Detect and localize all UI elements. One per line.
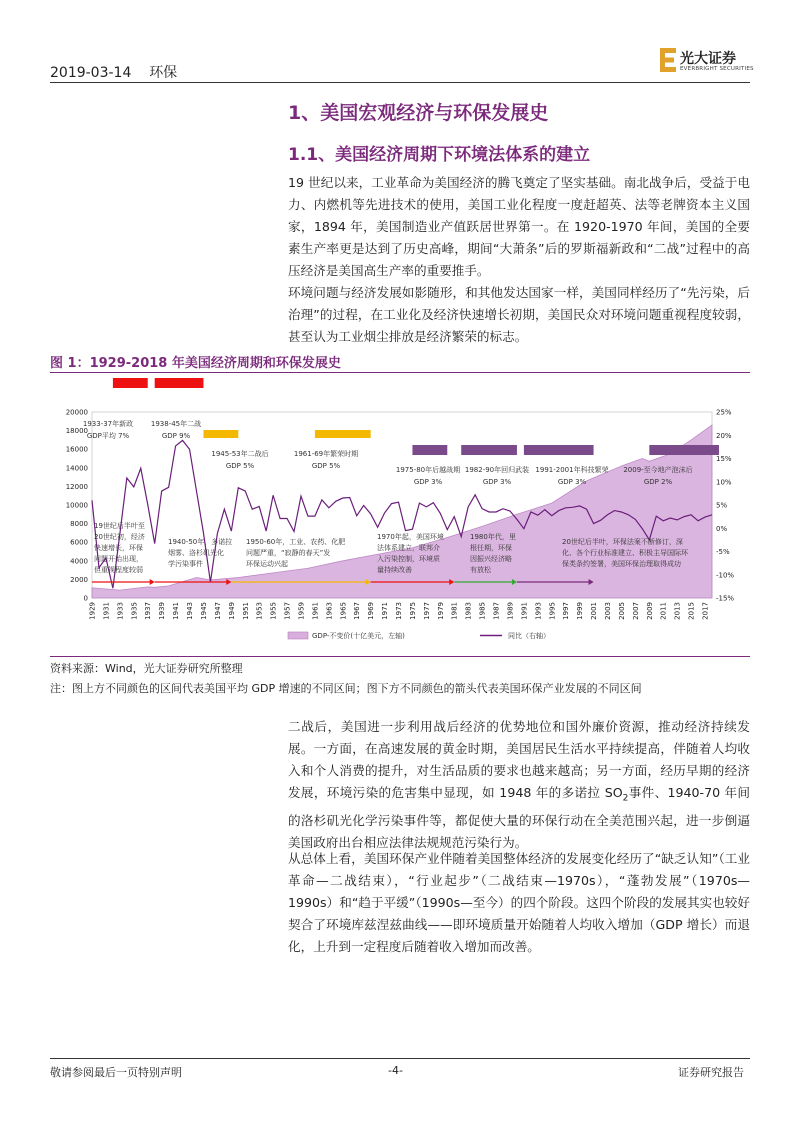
env-stage-text: 根任期，环保 [470, 544, 512, 552]
gdp-period-sublabel: GDP 5% [311, 462, 341, 470]
gdp-period-bar [113, 378, 148, 388]
x-axis-tick-label: 1973 [395, 602, 404, 620]
x-axis-tick-label: 2017 [701, 602, 710, 620]
env-stage-text: 问题严重，“寂静的春天”发 [246, 549, 331, 557]
gdp-period-label: 1938-45年二战 [150, 420, 202, 428]
paragraph-3-text-b: 事件、1940-70 年间的洛杉矶光化学污染事件等，都促使大量的环保行动在全美范围兴起，进一步倒逼美国政府出台相应法律法规规范污染行为。 [288, 785, 750, 850]
so2-subscript: 2 [622, 793, 629, 804]
paragraph-4: 从总体上看，美国环保产业伴随着美国整体经济的发展变化经历了“缺乏认知”（工业革命—二战结束），“行业起步”（二战结束—1970s），“蓬勃发展”（1970s—1990s）和“趋于平缓”（1990s—至今）的四个阶段。这四个阶段的发展其实也较好契合了环境库兹涅兹曲线——即环境质量开始随着人均收入增加（GDP 增长）而退化，上升到一定程度后随着收入增加而改善。 [288, 851, 750, 954]
x-axis-tick-label: 1975 [408, 602, 417, 620]
x-axis-tick-label: 1991 [520, 602, 529, 620]
env-stage-text: 1980年代，里 [470, 533, 516, 541]
x-axis-tick-label: 1929 [88, 602, 97, 620]
legend-yoy-label: 同比（右轴） [508, 632, 550, 640]
x-axis-tick-label: 1983 [464, 602, 473, 620]
figure-bottom-rule [50, 656, 750, 657]
gdp-period-bar [461, 445, 517, 455]
env-stage-text: 1950-60年，工业、农药、化肥 [246, 538, 346, 546]
gdp-period-label: 1961-69年繁荣时期 [293, 450, 359, 458]
right-axis-tick-label: -10% [716, 571, 735, 580]
x-axis-tick-label: 1963 [325, 602, 334, 620]
report-date: 2019-03-14 [50, 65, 132, 81]
figure-note: 注：图上方不同颜色的区间代表美国平均 GDP 增速的不同区间；图下方不同颜色的箭头代表美国环保产业发展的不同区间 [50, 682, 642, 695]
logo-english: EVERBRIGHT SECURITIES [680, 66, 754, 72]
x-axis-tick-label: 2001 [590, 602, 599, 620]
gdp-period-bar [203, 430, 238, 438]
left-axis-tick-label: 14000 [65, 464, 88, 473]
left-axis-tick-label: 20000 [65, 408, 88, 417]
x-axis-tick-label: 1965 [339, 602, 348, 620]
x-axis-tick-label: 1955 [269, 602, 278, 620]
left-axis-tick-label: 8000 [70, 520, 88, 529]
env-stage-text: 19世纪后半叶至 [94, 522, 145, 530]
gdp-period-sublabel: GDP平均 7% [86, 432, 130, 440]
x-axis-tick-label: 1967 [353, 602, 362, 620]
gdp-period-sublabel: GDP 3% [482, 478, 512, 486]
env-stage-text: 量持续改善 [377, 566, 412, 574]
header-meta [50, 62, 177, 82]
right-axis-tick-label: 25% [716, 408, 732, 417]
gdp-period-bar [412, 445, 447, 455]
env-stage-text: 法体系建立，联邦介 [377, 544, 440, 552]
gdp-period-bar [155, 378, 204, 388]
env-stage-arrowhead [150, 579, 155, 585]
x-axis-tick-label: 1979 [436, 602, 445, 620]
right-axis-tick-label: 5% [716, 501, 728, 510]
x-axis-tick-label: 1977 [422, 602, 431, 620]
economic-cycle-chart [50, 374, 750, 654]
gdp-period-label: 1991-2001年科技繁荣 [535, 466, 609, 474]
x-axis-tick-label: 1987 [492, 602, 501, 620]
page-number: -4- [388, 1064, 403, 1077]
left-axis-tick-label: 16000 [65, 445, 88, 454]
env-stage-text: 化、各个行业标准建立、积极主导国际环 [562, 549, 688, 557]
x-axis-tick-label: 1961 [311, 602, 320, 620]
left-axis-tick-label: 10000 [65, 501, 88, 510]
figure-source: 资料来源：Wind，光大证券研究所整理 [50, 662, 243, 675]
report-category: 环保 [149, 65, 178, 81]
logo-mark-icon [660, 48, 676, 72]
x-axis-tick-label: 1985 [478, 602, 487, 620]
env-stage-text: 因振兴经济略 [470, 555, 512, 563]
right-axis-tick-label: -5% [716, 548, 730, 556]
env-stage-text: 入污染控制，环境质 [377, 555, 440, 563]
x-axis-tick-label: 2009 [645, 602, 654, 620]
figure-top-rule [50, 372, 750, 373]
footer-disclaimer: 敬请参阅最后一页特别声明 [50, 1066, 182, 1079]
x-axis-tick-label: 1951 [241, 602, 250, 620]
env-stage-text: 问题开始出现， [94, 555, 143, 563]
gdp-period-label: 1982-90年回归武装 [464, 466, 530, 474]
paragraph-2: 环境问题与经济发展如影随形，和其他发达国家一样，美国同样经历了“先污染，后治理”的过程，在工业化及经济快速增长初期，美国民众对环境问题重视程度较弱，甚至认为工业烟尘排放是经济繁荣的标志。 [288, 285, 750, 344]
brand-logo [660, 48, 760, 78]
footer-report-type: 证券研究报告 [678, 1066, 744, 1079]
env-stage-text: 学污染事件 [168, 560, 203, 568]
x-axis-tick-label: 2005 [617, 602, 626, 620]
x-axis-tick-label: 1969 [367, 602, 376, 620]
x-axis-tick-label: 1989 [506, 602, 515, 620]
right-axis-tick-label: 0% [716, 524, 728, 533]
section-heading: 1、美国宏观经济与环保发展史 [288, 102, 549, 124]
gdp-period-sublabel: GDP 5% [225, 462, 255, 470]
x-axis-tick-label: 1997 [562, 602, 571, 620]
left-axis-tick-label: 2000 [70, 575, 88, 584]
env-stage-text: 20世纪初，经济 [94, 533, 145, 541]
left-axis-tick-label: 18000 [65, 427, 88, 436]
gdp-period-bar [315, 430, 371, 438]
gdp-period-sublabel: GDP 9% [161, 432, 191, 440]
x-axis-tick-label: 1939 [158, 602, 167, 620]
figure-title: 图 1：1929-2018 年美国经济周期和环保发展史 [50, 356, 341, 371]
gdp-period-label: 1975-80年后越战期 [395, 466, 461, 474]
x-axis-tick-label: 1941 [172, 602, 181, 620]
x-axis-tick-label: 1943 [186, 602, 195, 620]
x-axis-tick-label: 1959 [297, 602, 306, 620]
x-axis-tick-label: 1949 [227, 602, 236, 620]
gdp-period-sublabel: GDP 3% [557, 478, 587, 486]
x-axis-tick-label: 1953 [255, 602, 264, 620]
x-axis-tick-label: 1981 [450, 602, 459, 620]
gdp-period-bar [524, 445, 594, 455]
footer-divider [50, 1058, 750, 1059]
paragraph-3 [288, 716, 750, 854]
right-axis-tick-label: 10% [716, 478, 732, 487]
right-axis-tick-label: -15% [716, 594, 735, 603]
env-stage-text: 1970年起，美国环境 [377, 533, 444, 541]
x-axis-tick-label: 1971 [381, 602, 390, 620]
left-axis-tick-label: 4000 [70, 557, 88, 566]
left-axis-tick-label: 12000 [65, 482, 88, 491]
x-axis-tick-label: 1937 [144, 602, 153, 620]
env-stage-text: 保类条约签署，美国环保治理取得成功 [562, 560, 681, 568]
env-stage-text: 快速增长，环保 [94, 544, 143, 552]
x-axis-tick-label: 1931 [102, 602, 111, 620]
legend-gdp-swatch [288, 632, 308, 639]
env-stage-text: 环保运动兴起 [246, 560, 288, 568]
left-axis-tick-label: 6000 [70, 538, 88, 547]
gdp-period-label: 2009-至今地产泡沫后 [623, 466, 693, 474]
env-stage-text: 1940-50年，多诺拉 [168, 538, 233, 546]
x-axis-tick-label: 2013 [673, 602, 682, 620]
header-divider [50, 82, 750, 83]
paragraph-1: 19 世纪以来，工业革命为美国经济的腾飞奠定了坚实基础。南北战争后，受益于电力、内燃机等先进技术的使用，美国工业化程度一度赶超英、法等老牌资本主义国家，1894 年，美国制造业产值跃居世界第一。在 1920-1970 年间，美国的全要素生产率更是达到了历史高峰，期间“大萧条”后的罗斯福新政和“二战”过程中的高压经济是美国高生产率的重要推手。 [288, 175, 750, 278]
gdp-period-sublabel: GDP 2% [643, 478, 673, 486]
paragraph-3-text-a: 二战后，美国进一步利用战后经济的优势地位和国外廉价资源，推动经济持续发展。一方面，在高速发展的黄金时期，美国居民生活水平持续提高，伴随着人均收入和个人消费的提升，对生活品质的要求也越来越高；另一方面，经历早期的经济发展，环境污染的危害集中显现，如 1948 年的多诺拉 SO [288, 719, 750, 800]
x-axis-tick-label: 2011 [659, 602, 668, 620]
x-axis-tick-label: 1947 [213, 602, 222, 620]
gdp-period-bar [649, 445, 719, 455]
x-axis-tick-label: 1935 [130, 602, 139, 620]
x-axis-tick-label: 2015 [687, 602, 696, 620]
x-axis-tick-label: 1995 [548, 602, 557, 620]
x-axis-tick-label: 2003 [604, 602, 613, 620]
right-axis-tick-label: 15% [716, 455, 732, 463]
legend-gdp-label: GDP-不变价(十亿美元，左轴) [312, 632, 405, 640]
env-stage-text: 20世纪后半叶，环保法案不断修订，深 [562, 538, 683, 546]
gdp-period-label: 1945-53年二战后 [211, 450, 269, 458]
env-stage-text: 但重视程度较弱 [94, 566, 143, 574]
subsection-heading: 1.1、美国经济周期下环境法体系的建立 [288, 145, 591, 165]
x-axis-tick-label: 2007 [631, 602, 640, 620]
right-axis-tick-label: 20% [716, 431, 732, 440]
x-axis-tick-label: 1993 [534, 602, 543, 620]
gdp-period-sublabel: GDP 3% [413, 478, 443, 486]
x-axis-tick-label: 1933 [116, 602, 125, 620]
x-axis-tick-label: 1999 [576, 602, 585, 620]
x-axis-tick-label: 1945 [199, 602, 208, 620]
gdp-period-label: 1933-37年新政 [82, 420, 134, 428]
env-stage-text: 烟雾、洛杉矶光化 [168, 549, 224, 557]
x-axis-tick-label: 1957 [283, 602, 292, 620]
left-axis-tick-label: 0 [83, 594, 88, 603]
logo-name: 光大证券 [680, 51, 736, 67]
env-stage-text: 有放松 [470, 566, 491, 574]
